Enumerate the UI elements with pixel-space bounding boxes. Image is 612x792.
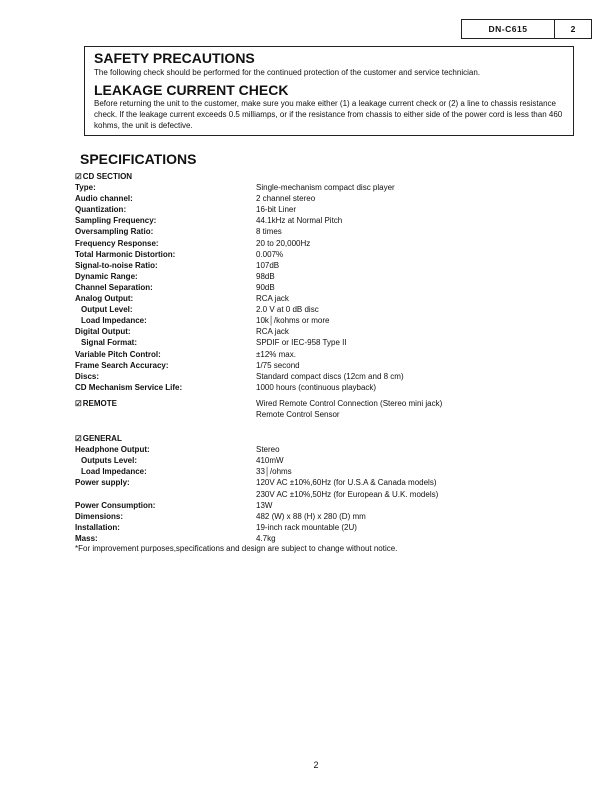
spec-label: Variable Pitch Control:	[75, 349, 161, 359]
spec-value: 8 times	[256, 227, 282, 237]
spec-value: 33│/ohms	[256, 467, 292, 477]
cd-section-heading: ☑ CD SECTION	[75, 172, 133, 181]
cd-section-rows	[75, 182, 575, 393]
spec-value: 20 to 20,000Hz	[256, 238, 311, 248]
spec-label: Audio channel:	[75, 194, 133, 204]
spec-label: Sampling Frequency:	[75, 216, 157, 226]
spec-row	[75, 511, 575, 522]
spec-row	[75, 371, 575, 382]
spec-value: 16-bit Liner	[256, 205, 297, 215]
spec-row	[75, 238, 575, 249]
spec-value: 410mW	[256, 456, 284, 466]
spec-value: 1/75 second	[256, 360, 300, 370]
spec-value: 230V AC ±10%,50Hz (for European & U.K. models)	[256, 489, 439, 499]
spec-label: Frame Search Accuracy:	[75, 360, 169, 370]
spec-label: Quantization:	[75, 205, 127, 215]
spec-value: 2 channel stereo	[256, 194, 316, 204]
spec-value: 482 (W) x 88 (H) x 280 (D) mm	[256, 511, 366, 521]
remote-heading: ☑ REMOTE	[75, 398, 117, 408]
spec-label: Output Level:	[81, 305, 133, 315]
spec-row	[75, 489, 575, 500]
spec-label: Load Impedance:	[81, 316, 147, 326]
spec-row	[75, 204, 575, 215]
spec-label: Signal-to-noise Ratio:	[75, 260, 158, 270]
spec-value: 120V AC ±10%,60Hz (for U.S.A & Canada models)	[256, 478, 437, 488]
spec-row	[75, 249, 575, 260]
spec-value: Standard compact discs (12cm and 8 cm)	[256, 371, 404, 381]
spec-row	[75, 477, 575, 488]
spec-row	[75, 193, 575, 204]
spec-row	[75, 226, 575, 237]
spec-row	[75, 382, 575, 393]
spec-value: 1000 hours (continuous playback)	[256, 382, 377, 392]
checkbox-icon: ☑	[75, 398, 82, 408]
spec-value: 19-inch rack mountable (2U)	[256, 522, 357, 532]
spec-label: Load Impedance:	[81, 467, 147, 477]
spec-row	[75, 260, 575, 271]
checkbox-icon: ☑	[75, 434, 82, 444]
spec-value: RCA jack	[256, 294, 289, 304]
spec-label: Digital Output:	[75, 327, 131, 337]
spec-value: 2.0 V at 0 dB disc	[256, 305, 319, 315]
spec-value: 98dB	[256, 271, 275, 281]
spec-row	[75, 360, 575, 371]
spec-row	[75, 349, 575, 360]
spec-row	[75, 215, 575, 226]
spec-label: Installation:	[75, 522, 120, 532]
spec-row	[75, 182, 575, 193]
spec-label: Channel Separation:	[75, 282, 153, 292]
specifications-title: SPECIFICATIONS	[80, 151, 197, 167]
leakage-text: Before returning the unit to the customer, make sure you make either (1) a leakage current check or (2) a line to chassis resistance check. If the leakage current exceeds 0.5 milliamps, or if the resistance from chassis to either side of the power cord is less than 460 kohms, the unit is defective.	[94, 99, 563, 130]
safety-intro: The following check should be performed for the continued protection of the customer and service technician.	[94, 68, 480, 77]
model-page-box	[461, 19, 592, 39]
spec-label: Analog Output:	[75, 294, 134, 304]
spec-row	[75, 282, 575, 293]
spec-row	[75, 293, 575, 304]
spec-value: 44.1kHz at Normal Pitch	[256, 216, 343, 226]
spec-label: Dynamic Range:	[75, 271, 138, 281]
spec-value: Single-mechanism compact disc player	[256, 183, 395, 193]
spec-label: Total Harmonic Distortion:	[75, 249, 176, 259]
spec-row	[75, 304, 575, 315]
spec-label: Frequency Response:	[75, 238, 159, 248]
footer-page-number: 2	[313, 760, 319, 770]
spec-label: CD Mechanism Service Life:	[75, 382, 183, 392]
spec-value: SPDIF or IEC-958 Type II	[256, 338, 347, 348]
remote-connection: Wired Remote Control Connection (Stereo mini jack)	[256, 398, 443, 408]
remote-sensor-row	[75, 409, 575, 420]
remote-section	[75, 398, 575, 409]
spec-label: Outputs Level:	[81, 456, 138, 466]
spec-label: Discs:	[75, 371, 100, 381]
checkbox-icon: ☑	[75, 172, 82, 181]
spec-row	[75, 500, 575, 511]
leakage-title: LEAKAGE CURRENT CHECK	[94, 82, 289, 98]
header-page-number: 2	[570, 24, 576, 34]
spec-label	[75, 489, 256, 500]
spec-row	[75, 466, 575, 477]
specifications-list	[75, 171, 575, 544]
model-number: DN-C615	[462, 20, 555, 38]
safety-precautions-box	[84, 46, 574, 136]
spec-label: Oversampling Ratio:	[75, 227, 154, 237]
spec-value: 10k│/kohms or more	[256, 316, 330, 326]
spec-value: 107dB	[256, 260, 280, 270]
spec-value: 90dB	[256, 282, 275, 292]
spec-row	[75, 522, 575, 533]
general-section-heading: ☑ GENERAL	[75, 434, 122, 444]
spec-value: ±12% max.	[256, 349, 296, 359]
spec-row	[75, 455, 575, 466]
spec-value: Stereo	[256, 445, 280, 455]
spec-row	[75, 444, 575, 455]
change-notice: *For improvement purposes,specifications and design are subject to change without notice.	[75, 544, 398, 553]
spec-label: Power supply:	[75, 478, 130, 488]
spec-row	[75, 315, 575, 326]
spec-value: 13W	[256, 500, 273, 510]
spec-value: RCA jack	[256, 327, 289, 337]
spec-value: 0.007%	[256, 249, 284, 259]
spec-label: Type:	[75, 183, 96, 193]
spec-label: Mass:	[75, 533, 98, 543]
spec-row	[75, 533, 575, 544]
spec-label: Dimensions:	[75, 511, 124, 521]
spec-value: 4.7kg	[256, 533, 276, 543]
spec-row	[75, 337, 575, 348]
spec-label: Power Consumption:	[75, 500, 156, 510]
spec-row	[75, 271, 575, 282]
spec-row	[75, 326, 575, 337]
general-section-rows	[75, 444, 575, 544]
spec-label: Signal Format:	[81, 338, 138, 348]
spec-label: Headphone Output:	[75, 445, 150, 455]
safety-title: SAFETY PRECAUTIONS	[94, 50, 255, 66]
remote-sensor: Remote Control Sensor	[256, 409, 340, 419]
